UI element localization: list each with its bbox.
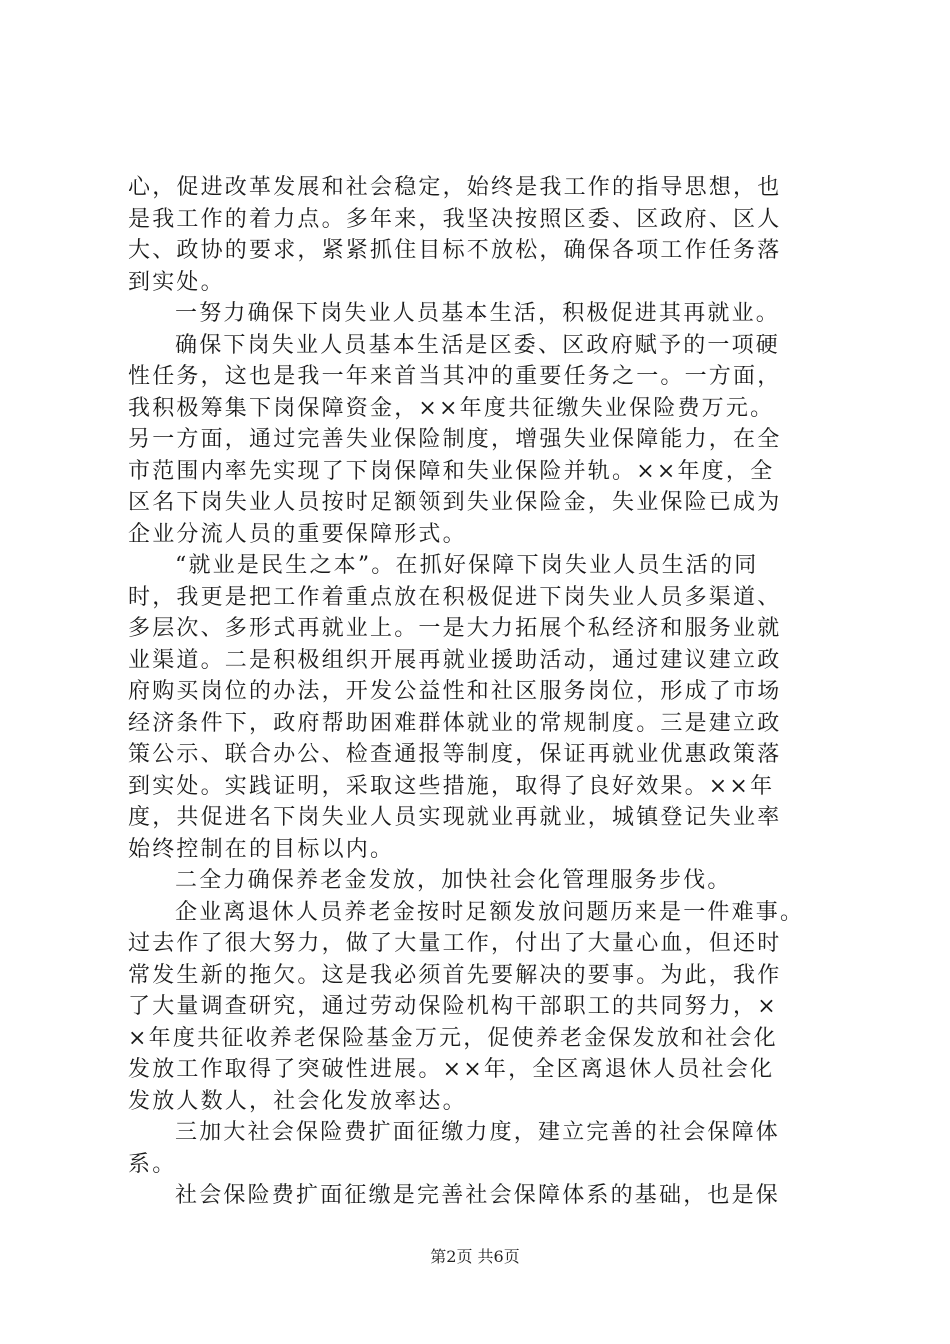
text-line: 另一方面，通过完善失业保险制度，增强失业保障能力，在全 — [128, 427, 782, 452]
text-line: 府购买岗位的办法，开发公益性和社区服务岗位，形成了市场 — [128, 679, 782, 704]
text-line: 社会保险费扩面征缴是完善社会保障体系的基础，也是保 — [175, 1183, 781, 1208]
text-line: 时，我更是把工作着重点放在积极促进下岗失业人员多渠道、 — [128, 584, 782, 610]
text-line: 了大量调查研究，通过劳动保险机构干部职工的共同努力，× — [128, 994, 778, 1019]
text-line: 性任务，这也是我一年来首当其冲的重要任务之一。一方面， — [128, 364, 782, 389]
text-line: 二全力确保养老金发放，加快社会化管理服务步伐。 — [175, 868, 732, 893]
text-line: 过去作了很大努力，做了大量工作，付出了大量心血，但还时 — [128, 931, 782, 956]
text-line: 市范围内率先实现了下岗保障和失业保险并轨。××年度，全 — [128, 458, 775, 484]
text-line: 是我工作的着力点。多年来，我坚决按照区委、区政府、区人 — [128, 206, 782, 232]
text-line: “就业是民生之本”。在抓好保障下岗失业人员生活的同 — [175, 553, 759, 578]
text-line: 始终控制在的目标以内。 — [128, 836, 395, 862]
text-line: 度，共促进名下岗失业人员实现就业再就业，城镇登记失业率 — [128, 805, 782, 830]
text-line: 心，促进改革发展和社会稳定，始终是我工作的指导思想，也 — [128, 175, 782, 200]
text-line: 三加大社会保险费扩面征缴力度，建立完善的社会保障体 — [175, 1120, 781, 1145]
text-line: 到实处。 — [128, 269, 225, 295]
text-line: 业渠道。二是积极组织开展再就业援助活动，通过建议建立政 — [128, 647, 782, 673]
text-line: 企业离退休人员养老金按时足额发放问题历来是一件难事。 — [175, 899, 805, 925]
text-line: 策公示、联合办公、检查通报等制度，保证再就业优惠政策落 — [128, 742, 782, 767]
text-line: 企业分流人员的重要保障形式。 — [128, 521, 467, 547]
text-line: 到实处。实践证明，采取这些措施，取得了良好效果。××年 — [128, 773, 775, 799]
page-footer: 第2页 共6页 — [430, 1247, 520, 1266]
document-body — [128, 172, 828, 1212]
text-line: 我积极筹集下岗保障资金，××年度共征缴失业保险费万元。 — [128, 395, 775, 421]
text-line: 发放工作取得了突破性进展。××年，全区离退休人员社会化 — [128, 1057, 775, 1082]
text-line: 一努力确保下岗失业人员基本生活，积极促进其再就业。 — [175, 301, 781, 326]
text-line: ×年度共征收养老保险基金万元，促使养老金保发放和社会化 — [128, 1025, 778, 1051]
text-line: 发放人数人，社会化发放率达。 — [128, 1088, 467, 1114]
text-line: 常发生新的拖欠。这是我必须首先要解决的要事。为此，我作 — [128, 962, 782, 988]
text-line: 大、政协的要求，紧紧抓住目标不放松，确保各项工作任务落 — [128, 238, 782, 263]
text-line: 确保下岗失业人员基本生活是区委、区政府赋予的一项硬 — [175, 332, 781, 358]
text-line: 区名下岗失业人员按时足额领到失业保险金，失业保险已成为 — [128, 490, 782, 515]
text-line: 经济条件下，政府帮助困难群体就业的常规制度。三是建立政 — [128, 710, 782, 736]
text-line: 系。 — [128, 1151, 177, 1177]
text-line: 多层次、多形式再就业上。一是大力拓展个私经济和服务业就 — [128, 616, 782, 641]
